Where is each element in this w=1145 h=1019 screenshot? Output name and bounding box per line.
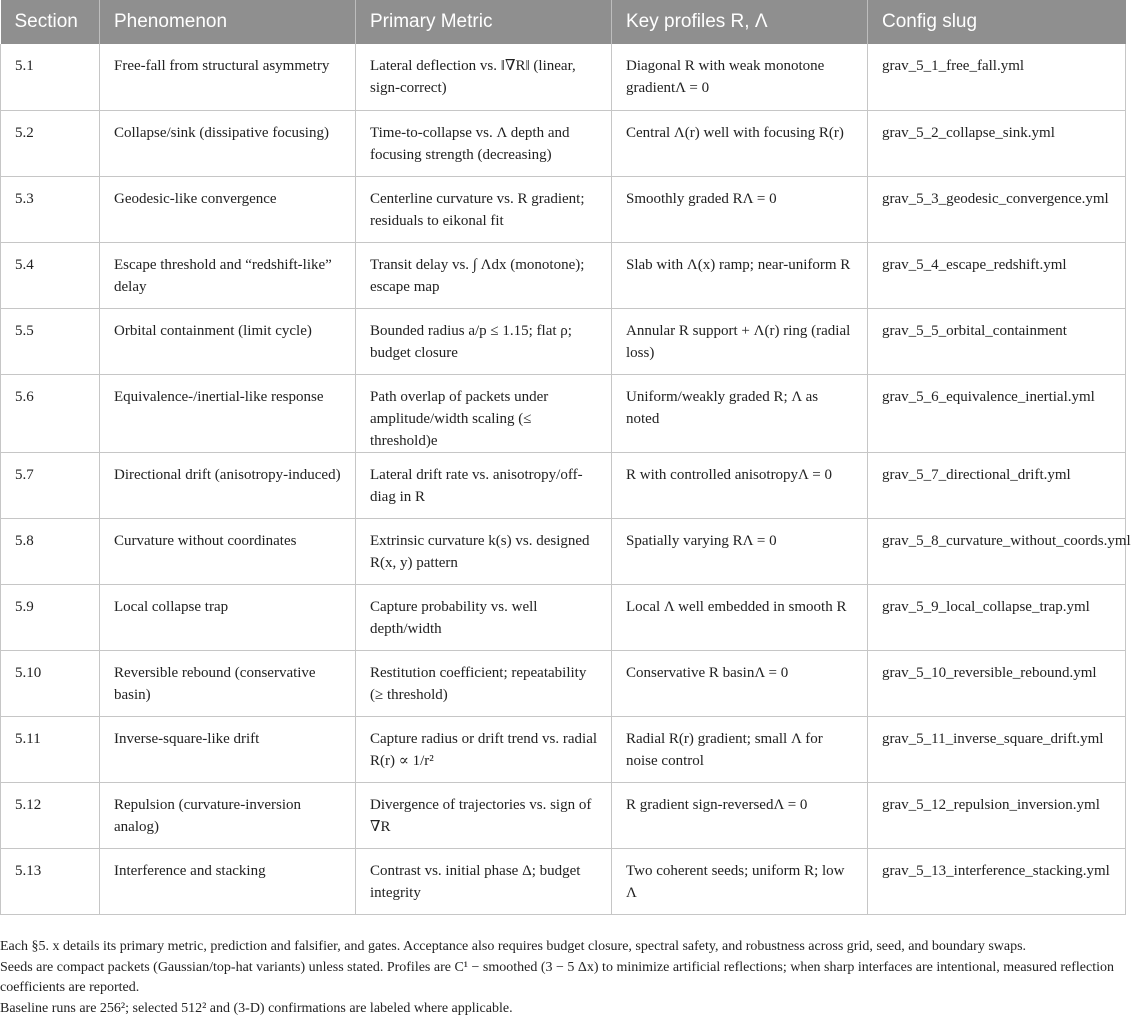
cell-config-slug: grav_5_4_escape_redshift.yml xyxy=(868,242,1126,308)
footnote: Each §5. x details its primary metric, prediction and falsifier, and gates. Acceptance also requires budget closure, spectral safety, and robustness across grid, seed, and boundary swaps. xyxy=(0,937,1140,958)
header-primary-metric: Primary Metric xyxy=(356,0,612,44)
cell-key-profiles: Two coherent seeds; uniform R; low Λ xyxy=(612,848,868,914)
cell-primary-metric: Capture radius or drift trend vs. radial R(r) ∝ 1/r² xyxy=(356,716,612,782)
table-row xyxy=(1,584,1126,650)
cell-section: 5.2 xyxy=(1,110,100,176)
cell-phenomenon: Equivalence-/inertial-like response xyxy=(100,374,356,452)
cell-config-slug: grav_5_1_free_fall.yml xyxy=(868,44,1126,110)
cell-section: 5.7 xyxy=(1,452,100,518)
cell-primary-metric: Divergence of trajectories vs. sign of ∇R xyxy=(356,782,612,848)
cell-config-slug: grav_5_6_equivalence_inertial.yml xyxy=(868,374,1126,452)
cell-key-profiles: Local Λ well embedded in smooth R xyxy=(612,584,868,650)
cell-phenomenon: Local collapse trap xyxy=(100,584,356,650)
cell-section: 5.5 xyxy=(1,308,100,374)
cell-section: 5.9 xyxy=(1,584,100,650)
cell-key-profiles: Slab with Λ(x) ramp; near-uniform R xyxy=(612,242,868,308)
cell-phenomenon: Free-fall from structural asymmetry xyxy=(100,44,356,110)
cell-primary-metric: Capture probability vs. well depth/width xyxy=(356,584,612,650)
cell-config-slug: grav_5_5_orbital_containment xyxy=(868,308,1126,374)
cell-section: 5.11 xyxy=(1,716,100,782)
cell-section: 5.8 xyxy=(1,518,100,584)
cell-key-profiles: Annular R support + Λ(r) ring (radial loss) xyxy=(612,308,868,374)
cell-phenomenon: Geodesic-like convergence xyxy=(100,176,356,242)
cell-key-profiles: Conservative R basinΛ = 0 xyxy=(612,650,868,716)
cell-key-profiles: Radial R(r) gradient; small Λ for noise control xyxy=(612,716,868,782)
table-row xyxy=(1,650,1126,716)
cell-primary-metric: Extrinsic curvature k(s) vs. designed R(x, y) pattern xyxy=(356,518,612,584)
cell-phenomenon: Interference and stacking xyxy=(100,848,356,914)
cell-phenomenon: Collapse/sink (dissipative focusing) xyxy=(100,110,356,176)
cell-config-slug: grav_5_9_local_collapse_trap.yml xyxy=(868,584,1126,650)
cell-primary-metric: Bounded radius a/p ≤ 1.15; flat ρ; budget closure xyxy=(356,308,612,374)
table-row xyxy=(1,716,1126,782)
table-header-row xyxy=(1,0,1126,44)
cell-primary-metric: Contrast vs. initial phase Δ; budget integrity xyxy=(356,848,612,914)
cell-key-profiles: Central Λ(r) well with focusing R(r) xyxy=(612,110,868,176)
cell-phenomenon: Reversible rebound (conservative basin) xyxy=(100,650,356,716)
cell-section: 5.3 xyxy=(1,176,100,242)
cell-config-slug: grav_5_8_curvature_without_coords.yml xyxy=(868,518,1126,584)
header-key-profiles: Key profiles R, Λ xyxy=(612,0,868,44)
cell-primary-metric: Centerline curvature vs. R gradient; residuals to eikonal fit xyxy=(356,176,612,242)
cell-primary-metric: Time-to-collapse vs. Λ depth and focusing strength (decreasing) xyxy=(356,110,612,176)
cell-config-slug: grav_5_12_repulsion_inversion.yml xyxy=(868,782,1126,848)
footnote: Baseline runs are 256²; selected 512² and (3-D) confirmations are labeled where applicable. xyxy=(0,999,1140,1019)
header-phenomenon: Phenomenon xyxy=(100,0,356,44)
cell-key-profiles: R gradient sign-reversedΛ = 0 xyxy=(612,782,868,848)
cell-primary-metric: Restitution coefficient; repeatability (≥ threshold) xyxy=(356,650,612,716)
cell-section: 5.13 xyxy=(1,848,100,914)
table-row xyxy=(1,782,1126,848)
table-row xyxy=(1,308,1126,374)
cell-key-profiles: Diagonal R with weak monotone gradientΛ = 0 xyxy=(612,44,868,110)
cell-key-profiles: Spatially varying RΛ = 0 xyxy=(612,518,868,584)
cell-key-profiles: R with controlled anisotropyΛ = 0 xyxy=(612,452,868,518)
table-row xyxy=(1,242,1126,308)
footnote: Seeds are compact packets (Gaussian/top-hat variants) unless stated. Profiles are C¹ − smoothed (3 − 5 Δx) to minimize artificial reflections; when sharp interfaces are intentional, measured reflection coefficients are reported. xyxy=(0,958,1140,999)
cell-section: 5.10 xyxy=(1,650,100,716)
table-row xyxy=(1,518,1126,584)
cell-primary-metric: Path overlap of packets under amplitude/width scaling (≤ threshold)e xyxy=(356,374,612,452)
cell-primary-metric: Lateral drift rate vs. anisotropy/off-diag in R xyxy=(356,452,612,518)
header-section: Section xyxy=(1,0,100,44)
cell-phenomenon: Escape threshold and “redshift-like” delay xyxy=(100,242,356,308)
cell-primary-metric: Transit delay vs. ∫ Λdx (monotone); escape map xyxy=(356,242,612,308)
cell-phenomenon: Inverse-square-like drift xyxy=(100,716,356,782)
table-footnotes xyxy=(0,937,1140,1019)
cell-section: 5.4 xyxy=(1,242,100,308)
cell-config-slug: grav_5_2_collapse_sink.yml xyxy=(868,110,1126,176)
cell-key-profiles: Uniform/weakly graded R; Λ as noted xyxy=(612,374,868,452)
cell-config-slug: grav_5_11_inverse_square_drift.yml xyxy=(868,716,1126,782)
table-row xyxy=(1,110,1126,176)
table-row xyxy=(1,374,1126,452)
cell-config-slug: grav_5_7_directional_drift.yml xyxy=(868,452,1126,518)
cell-phenomenon: Orbital containment (limit cycle) xyxy=(100,308,356,374)
cell-key-profiles: Smoothly graded RΛ = 0 xyxy=(612,176,868,242)
cell-section: 5.1 xyxy=(1,44,100,110)
table-row xyxy=(1,176,1126,242)
cell-section: 5.6 xyxy=(1,374,100,452)
table-row xyxy=(1,452,1126,518)
cell-phenomenon: Repulsion (curvature-inversion analog) xyxy=(100,782,356,848)
cell-section: 5.12 xyxy=(1,782,100,848)
cell-phenomenon: Directional drift (anisotropy-induced) xyxy=(100,452,356,518)
cell-primary-metric: Lateral deflection vs. ‖∇R‖ (linear, sign-correct) xyxy=(356,44,612,110)
header-config-slug: Config slug xyxy=(868,0,1126,44)
cell-config-slug: grav_5_10_reversible_rebound.yml xyxy=(868,650,1126,716)
cell-config-slug: grav_5_3_geodesic_convergence.yml xyxy=(868,176,1126,242)
table-row xyxy=(1,848,1126,914)
table-row xyxy=(1,44,1126,110)
cell-config-slug: grav_5_13_interference_stacking.yml xyxy=(868,848,1126,914)
cell-phenomenon: Curvature without coordinates xyxy=(100,518,356,584)
